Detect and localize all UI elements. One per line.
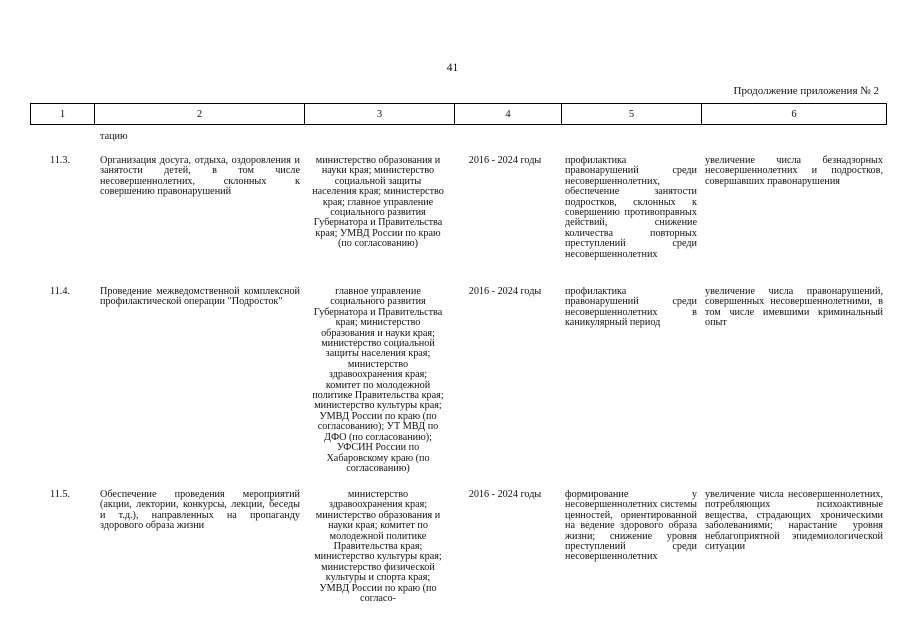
period-text: 2016 - 2024 годы — [468, 489, 542, 500]
column-header-row — [31, 104, 887, 125]
activity-text: Проведение межведомственной комплексной профилактической операции "Подросток" — [100, 286, 300, 308]
activity-text: Обеспечение проведения мероприятий (акции, лектории, конкурсы, лекции, беседы и т.д.), направленных на пропаганду здорового образа жизни — [100, 489, 300, 532]
row-number: 11.5. — [50, 489, 70, 500]
period-text: 2016 - 2024 годы — [468, 286, 542, 297]
period-text: 2016 - 2024 годы — [468, 155, 542, 166]
column-header: 1 — [31, 104, 95, 125]
activity-text: Организация досуга, отдыха, оздоровления и занятости детей, в том числе несовершеннолетних, склонных к совершению правонарушений — [100, 155, 300, 198]
executors-text: министерство образования и науки края; министерство социальной защиты населения края; министерство края; главное управление социального развития Губернатора и Правительства края; УМВД России по краю (по согласованию) — [312, 155, 444, 250]
column-header-table — [30, 103, 887, 125]
consequence-text: увеличение числа несовершеннолетних, потребляющих психоактивные вещества, страдающих хроническими заболеваниями; нарастание уровня неблагоприятной эпидемиологической ситуации — [705, 489, 883, 553]
row-number: 11.3. — [50, 155, 70, 166]
result-text: профилактика правонарушений среди несовершеннолетних, обеспечение занятости подростков, склонных к совершению противоправных действий, снижение количества повторных преступлений среди несовершеннолетних — [565, 155, 697, 260]
result-text: формирование у несовершеннолетних системы ценностей, ориентированной на ведение здорового образа жизни; снижение уровня преступлений среди несовершеннолетних — [565, 489, 697, 563]
carryover-text: тацию — [100, 131, 128, 142]
column-header: 6 — [702, 104, 887, 125]
column-header: 2 — [95, 104, 305, 125]
column-header: 3 — [305, 104, 455, 125]
consequence-text: увеличение числа правонарушений, совершенных несовершеннолетними, в том числе имевшими криминальный опыт — [705, 286, 883, 329]
column-header: 4 — [455, 104, 562, 125]
executors-text: главное управление социального развития Губернатора и Правительства края; министерство образования и науки края; министерство социальной защиты населения края; министерство здравоохранения края; комитет по молодежной политике Правительства края; министерство культуры края; УМВД России по краю (по согласованию); УТ МВД по ДФО (по согласованию); УФСИН России по Хабаровскому краю (по согласованию) — [312, 286, 444, 474]
result-text: профилактика правонарушений среди несовершеннолетних в каникулярный период — [565, 286, 697, 329]
page-number: 41 — [446, 62, 459, 74]
consequence-text: увеличение числа безнадзорных несовершеннолетних и подростков, совершавших правонарушения — [705, 155, 883, 187]
executors-text: министерство здравоохранения края; министерство образования и науки края; комитет по молодежной политике Правительства края; министерство культуры края; министерство физической культуры и спорта края; УМВД России по краю (по согласо- — [314, 489, 442, 605]
continuation-label: Продолжение приложения № 2 — [733, 85, 879, 97]
row-number: 11.4. — [50, 286, 70, 297]
column-header: 5 — [562, 104, 702, 125]
